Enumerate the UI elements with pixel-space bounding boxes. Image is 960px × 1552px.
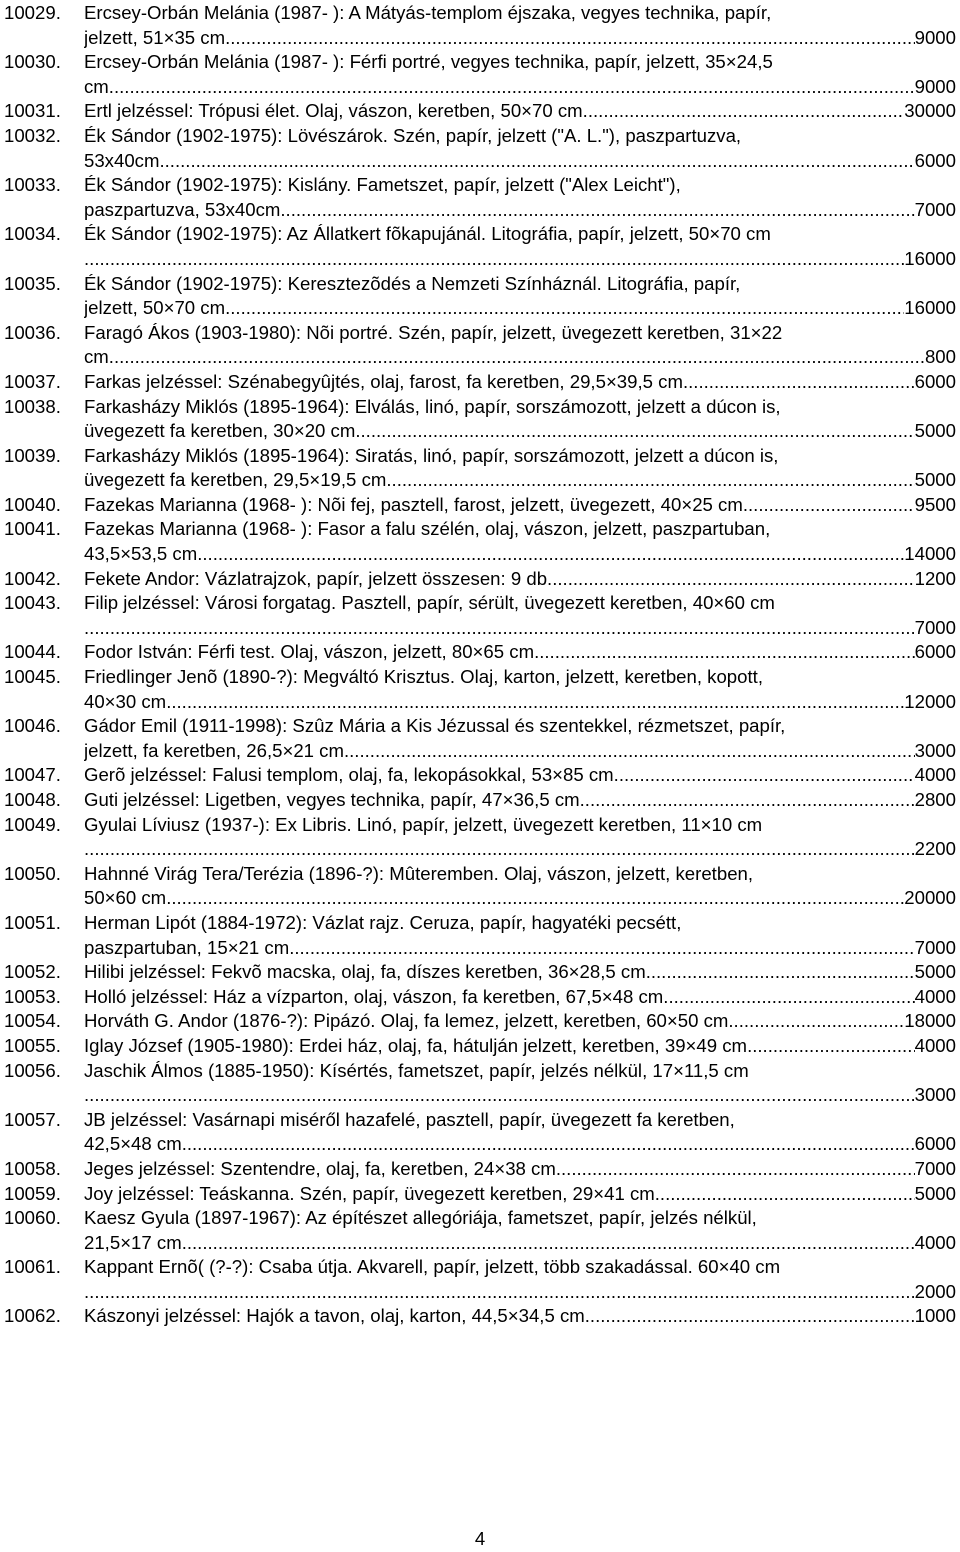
starting-price: 5000 xyxy=(914,1182,956,1204)
description-text: Kaesz Gyula (1897-1967): Az építészet allegóriája, fametszet, papír, jelzés nélkül, xyxy=(84,1207,757,1229)
description-text: Horváth G. Andor (1876-?): Pipázó. Olaj, fa lemez, jelzett, keretben, 60×50 cm xyxy=(84,1010,729,1032)
dot-leader xyxy=(166,690,904,715)
starting-price: 16000 xyxy=(904,297,956,319)
dot-leader xyxy=(344,739,915,764)
starting-price: 7000 xyxy=(914,198,956,220)
lot-description xyxy=(84,665,956,714)
description-line xyxy=(84,321,956,346)
description-line xyxy=(84,1009,956,1034)
dot-leader xyxy=(182,1231,915,1256)
description-line xyxy=(84,542,956,567)
description-text: Farkas jelzéssel: Szénabegyûjtés, olaj, farost, fa keretben, 29,5×39,5 cm xyxy=(84,370,683,392)
lot-number: 10054. xyxy=(4,1010,61,1032)
description-text: Fekete Andor: Vázlatrajzok, papír, jelzett összesen: 9 db xyxy=(84,567,548,589)
dot-leader xyxy=(556,1157,915,1182)
starting-price: 6000 xyxy=(914,1133,956,1155)
catalog-entry xyxy=(4,444,956,493)
lot-number: 10031. xyxy=(4,100,61,122)
description-line xyxy=(84,1304,956,1329)
dot-leader xyxy=(386,468,914,493)
description-line xyxy=(84,788,956,813)
description-line xyxy=(84,936,956,961)
lot-description xyxy=(84,1009,956,1034)
starting-price: 14000 xyxy=(904,543,956,565)
lot-number: 10037. xyxy=(4,370,61,392)
description-line xyxy=(84,567,956,592)
description-line xyxy=(84,370,956,395)
catalog-entry xyxy=(4,173,956,222)
lot-description xyxy=(84,813,956,862)
description-text: paszpartuzva, 53x40cm xyxy=(84,198,281,220)
description-text: cm xyxy=(84,346,109,368)
dot-leader xyxy=(280,198,914,223)
dot-leader xyxy=(109,75,915,100)
description-line xyxy=(84,862,956,887)
dot-leader xyxy=(182,1132,915,1157)
dot-leader xyxy=(84,616,915,641)
catalog-entry xyxy=(4,985,956,1010)
lot-description xyxy=(84,1255,956,1304)
starting-price: 2000 xyxy=(914,1280,956,1302)
dot-leader xyxy=(547,567,915,592)
description-text: Gádor Emil (1911-1998): Szûz Mária a Kis Jézussal és szentekkel, rézmetszet, papír, xyxy=(84,715,786,737)
dot-leader xyxy=(355,419,914,444)
dot-leader xyxy=(655,1182,915,1207)
dot-leader xyxy=(84,1280,915,1305)
description-line xyxy=(84,419,956,444)
dot-leader xyxy=(747,1034,915,1059)
description-text: 21,5×17 cm xyxy=(84,1231,182,1253)
lot-description xyxy=(84,1,956,50)
catalog-entry xyxy=(4,517,956,566)
description-text: Filip jelzéssel: Városi forgatag. Pasztell, papír, sérült, üvegezett keretben, 40×60 cm xyxy=(84,592,775,614)
description-text: Guti jelzéssel: Ligetben, vegyes technika, papír, 47×36,5 cm xyxy=(84,789,580,810)
starting-price: 6000 xyxy=(914,641,956,663)
starting-price: 7000 xyxy=(914,936,956,958)
description-text: üvegezett fa keretben, 29,5×19,5 cm xyxy=(84,469,387,491)
description-line xyxy=(84,886,956,911)
description-text: Fodor István: Férfi test. Olaj, vászon, jelzett, 80×65 cm xyxy=(84,641,535,663)
lot-number: 10056. xyxy=(4,1059,61,1081)
description-line xyxy=(84,1206,956,1231)
starting-price: 5000 xyxy=(914,961,956,983)
starting-price: 4000 xyxy=(914,1034,956,1056)
catalog-entry xyxy=(4,665,956,714)
catalog-entry xyxy=(4,567,956,592)
lot-description xyxy=(84,1157,956,1182)
description-line xyxy=(84,1108,956,1133)
description-text: jelzett, 51×35 cm xyxy=(84,26,226,48)
lot-number: 10061. xyxy=(4,1256,61,1278)
lot-description xyxy=(84,1182,956,1207)
lot-number: 10050. xyxy=(4,862,61,884)
lot-number: 10048. xyxy=(4,789,61,810)
catalog-entry xyxy=(4,395,956,444)
description-text: Iglay József (1905-1980): Erdei ház, olaj, fa, hátulján jelzett, keretben, 39×49 cm xyxy=(84,1034,748,1056)
description-line xyxy=(84,1034,956,1059)
description-text: paszpartuban, 15×21 cm xyxy=(84,936,290,958)
auction-catalog-list xyxy=(4,1,956,1329)
description-line xyxy=(84,813,956,838)
description-line xyxy=(84,198,956,223)
starting-price: 9500 xyxy=(914,493,956,515)
description-line xyxy=(84,1083,956,1108)
description-text: Ék Sándor (1902-1975): Keresztezõdés a Nemzeti Színháznál. Litográfia, papír, xyxy=(84,272,741,294)
lot-description xyxy=(84,788,956,813)
lot-number: 10036. xyxy=(4,321,61,343)
description-line xyxy=(84,468,956,493)
starting-price: 7000 xyxy=(914,1157,956,1179)
dot-leader xyxy=(197,542,904,567)
catalog-entry xyxy=(4,763,956,788)
catalog-entry xyxy=(4,591,956,640)
starting-price: 1200 xyxy=(914,567,956,589)
starting-price: 5000 xyxy=(914,420,956,442)
description-text: Hilibi jelzéssel: Fekvõ macska, olaj, fa, díszes keretben, 36×28,5 cm xyxy=(84,961,646,983)
lot-description xyxy=(84,222,956,271)
catalog-entry xyxy=(4,1182,956,1207)
catalog-entry xyxy=(4,272,956,321)
lot-description xyxy=(84,517,956,566)
dot-leader xyxy=(84,247,904,272)
lot-description xyxy=(84,395,956,444)
description-text: Ercsey-Orbán Melánia (1987- ): Férfi portré, vegyes technika, papír, jelzett, 35×24,5 xyxy=(84,51,773,73)
catalog-entry xyxy=(4,1108,956,1157)
dot-leader xyxy=(646,960,915,985)
description-text: Faragó Ákos (1903-1980): Nõi portré. Szén, papír, jelzett, üvegezett keretben, 31×22 xyxy=(84,321,783,343)
lot-number: 10040. xyxy=(4,493,61,515)
description-line xyxy=(84,345,956,370)
lot-number: 10051. xyxy=(4,911,61,933)
description-line xyxy=(84,714,956,739)
catalog-entry xyxy=(4,50,956,99)
description-text: Farkasházy Miklós (1895-1964): Elválás, linó, papír, sorszámozott, jelzett a dúcon is, xyxy=(84,395,781,417)
lot-number: 10062. xyxy=(4,1305,61,1327)
description-text: Joy jelzéssel: Teáskanna. Szén, papír, üvegezett keretben, 29×41 cm xyxy=(84,1182,655,1204)
starting-price: 18000 xyxy=(904,1010,956,1032)
lot-number: 10052. xyxy=(4,961,61,983)
catalog-entry xyxy=(4,124,956,173)
lot-number: 10060. xyxy=(4,1207,61,1229)
description-text: jelzett, fa keretben, 26,5×21 cm xyxy=(84,739,344,761)
starting-price: 4000 xyxy=(914,985,956,1007)
dot-leader xyxy=(614,763,915,788)
lot-number: 10032. xyxy=(4,124,61,146)
description-line xyxy=(84,911,956,936)
catalog-entry xyxy=(4,788,956,813)
lot-description xyxy=(84,1304,956,1329)
description-text: Ék Sándor (1902-1975): Az Állatkert fõkapujánál. Litográfia, papír, jelzett, 50×70 cm xyxy=(84,223,771,245)
catalog-entry xyxy=(4,493,956,518)
description-text: Ék Sándor (1902-1975): Lövészárok. Szén, papír, jelzett ("A. L."), paszpartuzva, xyxy=(84,124,742,146)
description-text: Jaschik Álmos (1885-1950): Kísértés, fametszet, papír, jelzés nélkül, 17×11,5 cm xyxy=(84,1059,749,1081)
description-line xyxy=(84,837,956,862)
catalog-entry xyxy=(4,640,956,665)
catalog-entry xyxy=(4,960,956,985)
description-line xyxy=(84,50,956,75)
lot-description xyxy=(84,370,956,395)
lot-number: 10030. xyxy=(4,51,61,73)
description-text: Kászonyi jelzéssel: Hajók a tavon, olaj, karton, 44,5×34,5 cm xyxy=(84,1305,585,1327)
description-text: jelzett, 50×70 cm xyxy=(84,297,226,319)
dot-leader xyxy=(585,1304,915,1329)
lot-number: 10033. xyxy=(4,174,61,196)
description-text: Fazekas Marianna (1968- ): Nõi fej, pasztell, farost, jelzett, üvegezett, 40×25 cm xyxy=(84,493,743,515)
lot-description xyxy=(84,640,956,665)
dot-leader xyxy=(166,886,904,911)
lot-number: 10042. xyxy=(4,567,61,589)
lot-number: 10049. xyxy=(4,813,61,835)
lot-description xyxy=(84,1206,956,1255)
lot-number: 10059. xyxy=(4,1182,61,1204)
description-line xyxy=(84,444,956,469)
lot-description xyxy=(84,985,956,1010)
lot-description xyxy=(84,960,956,985)
dot-leader xyxy=(109,345,925,370)
description-line xyxy=(84,222,956,247)
description-text: Holló jelzéssel: Ház a vízparton, olaj, vászon, fa keretben, 67,5×48 cm xyxy=(84,985,664,1007)
starting-price: 12000 xyxy=(904,690,956,712)
lot-number: 10053. xyxy=(4,985,61,1007)
lot-description xyxy=(84,714,956,763)
lot-number: 10029. xyxy=(4,2,61,23)
description-line xyxy=(84,1280,956,1305)
lot-number: 10038. xyxy=(4,395,61,417)
description-line xyxy=(84,272,956,297)
dot-leader xyxy=(159,149,914,174)
lot-description xyxy=(84,99,956,124)
description-line xyxy=(84,296,956,321)
dot-leader xyxy=(289,936,914,961)
catalog-entry xyxy=(4,1,956,50)
description-line xyxy=(84,517,956,542)
description-line xyxy=(84,1255,956,1280)
description-line xyxy=(84,173,956,198)
dot-leader xyxy=(743,493,915,518)
description-text: Ék Sándor (1902-1975): Kislány. Fametszet, papír, jelzett ("Alex Leicht"), xyxy=(84,174,681,196)
lot-description xyxy=(84,321,956,370)
catalog-entry xyxy=(4,1304,956,1329)
dot-leader xyxy=(534,640,915,665)
catalog-entry xyxy=(4,1059,956,1108)
description-line xyxy=(84,493,956,518)
lot-description xyxy=(84,124,956,173)
lot-number: 10057. xyxy=(4,1108,61,1130)
lot-description xyxy=(84,493,956,518)
starting-price: 20000 xyxy=(904,887,956,909)
description-text: cm xyxy=(84,75,109,97)
starting-price: 3000 xyxy=(914,739,956,761)
description-line xyxy=(84,1,956,26)
dot-leader xyxy=(84,1083,915,1108)
lot-number: 10045. xyxy=(4,666,61,688)
catalog-entry xyxy=(4,1157,956,1182)
description-line xyxy=(84,124,956,149)
description-text: 40×30 cm xyxy=(84,690,167,712)
starting-price: 1000 xyxy=(914,1305,956,1327)
lot-description xyxy=(84,444,956,493)
description-text: Farkasházy Miklós (1895-1964): Siratás, linó, papír, sorszámozott, jelzett a dúcon is, xyxy=(84,444,779,466)
lot-description xyxy=(84,173,956,222)
description-line xyxy=(84,1157,956,1182)
description-line xyxy=(84,739,956,764)
description-text: Friedlinger Jenõ (1890-?): Megváltó Krisztus. Olaj, karton, jelzett, keretben, kopott, xyxy=(84,666,763,688)
catalog-entry xyxy=(4,1255,956,1304)
starting-price: 4000 xyxy=(914,764,956,786)
catalog-entry xyxy=(4,321,956,370)
lot-description xyxy=(84,862,956,911)
description-line xyxy=(84,591,956,616)
catalog-entry xyxy=(4,370,956,395)
description-line xyxy=(84,1182,956,1207)
description-line xyxy=(84,149,956,174)
description-text: Gerõ jelzéssel: Falusi templom, olaj, fa, lekopásokkal, 53×85 cm xyxy=(84,764,614,786)
dot-leader xyxy=(84,837,915,862)
description-text: Gyulai Líviusz (1937-): Ex Libris. Linó, papír, jelzett, üvegezett keretben, 11×10 cm xyxy=(84,813,763,835)
description-text: Hahnné Virág Tera/Terézia (1896-?): Mûteremben. Olaj, vászon, jelzett, keretben, xyxy=(84,862,754,884)
description-text: Fazekas Marianna (1968- ): Fasor a falu szélén, olaj, vászon, jelzett, paszpartuban, xyxy=(84,518,771,540)
starting-price: 9000 xyxy=(914,75,956,97)
dot-leader xyxy=(728,1009,904,1034)
lot-number: 10043. xyxy=(4,592,61,614)
dot-leader xyxy=(583,99,905,124)
description-line xyxy=(84,1132,956,1157)
lot-number: 10044. xyxy=(4,641,61,663)
description-line xyxy=(84,985,956,1010)
starting-price: 7000 xyxy=(914,616,956,638)
lot-description xyxy=(84,567,956,592)
lot-description xyxy=(84,1108,956,1157)
lot-description xyxy=(84,911,956,960)
description-text: 43,5×53,5 cm xyxy=(84,543,198,565)
lot-description xyxy=(84,50,956,99)
description-line xyxy=(84,640,956,665)
catalog-entry xyxy=(4,1009,956,1034)
lot-description xyxy=(84,1059,956,1108)
starting-price: 800 xyxy=(924,346,956,368)
lot-description xyxy=(84,272,956,321)
lot-description xyxy=(84,591,956,640)
catalog-entry xyxy=(4,1206,956,1255)
dot-leader xyxy=(225,296,904,321)
lot-number: 10046. xyxy=(4,715,61,737)
description-text: Herman Lipót (1884-1972): Vázlat rajz. Ceruza, papír, hagyatéki pecsétt, xyxy=(84,911,682,933)
description-text: 42,5×48 cm xyxy=(84,1133,182,1155)
description-text: 53x40cm xyxy=(84,149,160,171)
description-text: Ercsey-Orbán Melánia (1987- ): A Mátyás-templom éjszaka, vegyes technika, papír, xyxy=(84,2,772,23)
lot-number: 10058. xyxy=(4,1157,61,1179)
description-text: Jeges jelzéssel: Szentendre, olaj, fa, keretben, 24×38 cm xyxy=(84,1157,556,1179)
catalog-entry xyxy=(4,222,956,271)
description-line xyxy=(84,1059,956,1084)
page-number: 4 xyxy=(474,1528,486,1549)
starting-price: 3000 xyxy=(914,1084,956,1106)
lot-description xyxy=(84,1034,956,1059)
starting-price: 16000 xyxy=(904,247,956,269)
description-line xyxy=(84,75,956,100)
lot-number: 10055. xyxy=(4,1034,61,1056)
catalog-entry xyxy=(4,714,956,763)
starting-price: 5000 xyxy=(914,469,956,491)
lot-number: 10041. xyxy=(4,518,61,540)
lot-number: 10047. xyxy=(4,764,61,786)
catalog-entry xyxy=(4,813,956,862)
description-line xyxy=(84,247,956,272)
description-text: Ertl jelzéssel: Trópusi élet. Olaj, vászon, keretben, 50×70 cm xyxy=(84,100,583,122)
description-text: üvegezett fa keretben, 30×20 cm xyxy=(84,420,356,442)
description-line xyxy=(84,395,956,420)
starting-price: 2200 xyxy=(914,838,956,860)
dot-leader xyxy=(225,26,915,51)
description-line xyxy=(84,690,956,715)
catalog-entry xyxy=(4,911,956,960)
description-line xyxy=(84,665,956,690)
dot-leader xyxy=(580,788,915,813)
lot-number: 10039. xyxy=(4,444,61,466)
starting-price: 30000 xyxy=(904,100,956,122)
description-text: Kappant Ernõ( (?-?): Csaba útja. Akvarell, papír, jelzett, több szakadással. 60×40 cm xyxy=(84,1256,781,1278)
description-line xyxy=(84,26,956,51)
starting-price: 9000 xyxy=(914,26,956,48)
description-line xyxy=(84,960,956,985)
description-text: JB jelzéssel: Vasárnapi miséről hazafelé, pasztell, papír, üvegezett fa keretben, xyxy=(84,1108,735,1130)
description-line xyxy=(84,99,956,124)
starting-price: 2800 xyxy=(914,789,956,810)
description-text: 50×60 cm xyxy=(84,887,167,909)
lot-number: 10035. xyxy=(4,272,61,294)
lot-number: 10034. xyxy=(4,223,61,245)
dot-leader xyxy=(663,985,914,1010)
catalog-entry xyxy=(4,862,956,911)
starting-price: 4000 xyxy=(914,1231,956,1253)
description-line xyxy=(84,616,956,641)
starting-price: 6000 xyxy=(914,370,956,392)
dot-leader xyxy=(683,370,915,395)
catalog-entry xyxy=(4,99,956,124)
lot-description xyxy=(84,763,956,788)
description-line xyxy=(84,1231,956,1256)
catalog-entry xyxy=(4,1034,956,1059)
starting-price: 6000 xyxy=(914,149,956,171)
description-line xyxy=(84,763,956,788)
